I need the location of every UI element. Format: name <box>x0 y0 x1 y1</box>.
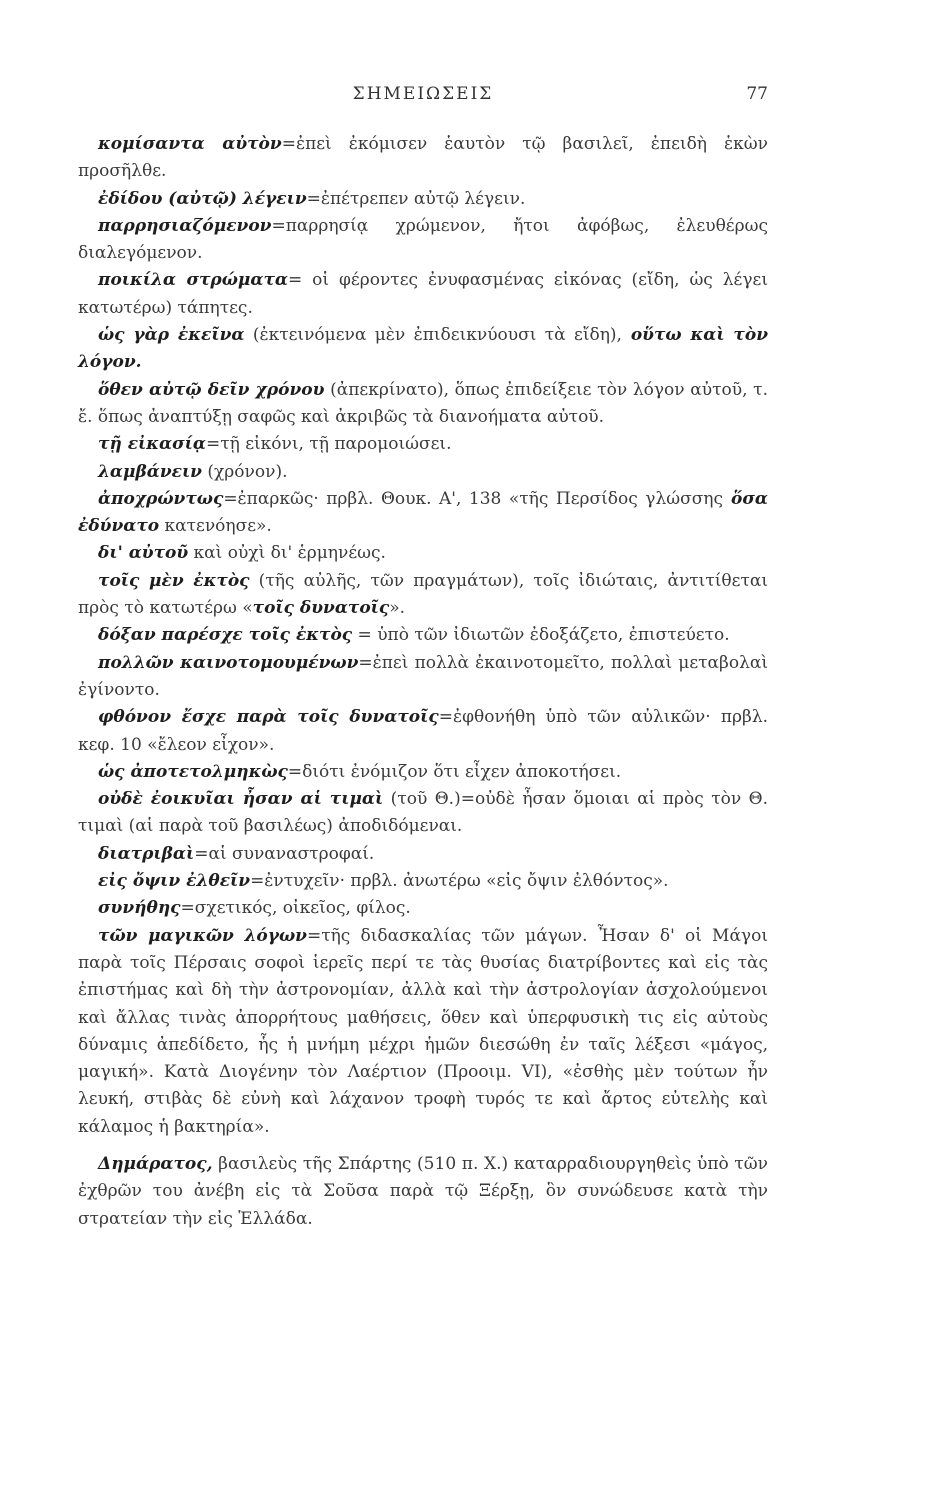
note-lemma: παρρησιαζόμενον <box>98 215 272 236</box>
note-lemma: δόξαν παρέσχε τοῖς ἐκτὸς <box>98 625 353 646</box>
note-gloss: =ἐπαρκῶς· πρβλ. Θουκ. Α', 138 «τῆς Περσίδος γλώσσης <box>223 488 724 509</box>
note-lemma: δι' αὐτοῦ <box>98 543 189 564</box>
note-gloss: (τῆς αὐλῆς, τῶν πραγμάτων), τοῖς ἰδιώταις, ἀντιτίθεται πρὸς τὸ κατωτέρω « <box>78 570 769 619</box>
note-gloss: =ἐπέτρεπεν αὐτῷ λέγειν. <box>306 188 526 209</box>
note-emphasis: τοῖς δυνατοῖς <box>252 598 390 619</box>
note-entry <box>78 540 768 567</box>
note-gloss: =ἐπεὶ πολλὰ ἐκαινοτομεῖτο, πολλαὶ μεταβολαὶ ἐγίνοντο. <box>78 652 768 700</box>
note-gloss: =ἐντυχεῖν· πρβλ. ἀνωτέρω «εἰς ὄψιν ἐλθόντος». <box>250 871 669 892</box>
note-entry <box>78 759 768 786</box>
note-gloss: = οἱ φέροντες ἐνυφασμένας εἰκόνας (εἴδη, ὡς λέγει κατωτέρω) τάπητες. <box>78 270 768 318</box>
note-lemma: Δημάρατος, <box>98 1153 213 1174</box>
note-entry <box>78 704 768 759</box>
note-entry <box>78 786 768 841</box>
note-lemma: διατριβαὶ <box>98 843 195 864</box>
note-entry <box>78 459 768 486</box>
note-entry <box>78 186 768 213</box>
page-number: 77 <box>746 84 768 104</box>
note-lemma: ἀποχρώντως <box>98 488 224 509</box>
note-gloss: (ἀπεκρίνατο), ὅπως ἐπιδείξειε τὸν λόγον αὐτοῦ, τ. ἔ. ὅπως ἀναπτύξῃ σαφῶς καὶ ἀκριβῶς τὰ διανοήματα αὐτοῦ. <box>78 379 768 427</box>
note-lemma: πολλῶν καινοτομουμένων <box>98 652 359 673</box>
note-entry <box>78 923 768 1141</box>
note-lemma: οὐδὲ ἐοικυῖαι ἦσαν αἱ τιμαὶ <box>98 789 384 810</box>
note-entry <box>78 650 768 705</box>
note-emphasis: οὕτω καὶ τὸν λόγον. <box>78 325 769 373</box>
note-gloss: =ἐπεὶ ἐκόμισεν ἑαυτὸν τῷ βασιλεῖ, ἐπειδὴ ἑκὼν προσῆλθε. <box>78 134 768 182</box>
note-gloss: =αἱ συναναστροφαί. <box>194 843 375 864</box>
note-entry <box>78 267 768 322</box>
note-lemma: φθόνον ἔσχε παρὰ τοῖς δυνατοῖς <box>98 707 439 728</box>
notes-body <box>78 131 768 1233</box>
note-lemma: ὡς γὰρ ἐκεῖνα <box>98 325 245 346</box>
note-entry <box>78 486 768 541</box>
note-gloss: (τοῦ Θ.)=οὐδὲ ἦσαν ὅμοιαι αἱ πρὸς τὸν Θ. τιμαὶ (αἱ παρὰ τοῦ βασιλέως) ἀποδιδόμεναι. <box>78 789 768 837</box>
note-lemma: λαμβάνειν <box>98 461 202 482</box>
note-gloss: = ὑπὸ τῶν ἰδιωτῶν ἐδοξάζετο, ἐπιστεύετο. <box>352 625 730 646</box>
note-gloss-continued: κατενόησε». <box>159 516 272 537</box>
note-gloss: (χρόνον). <box>201 461 288 482</box>
note-lemma: κομίσαντα αὐτὸν <box>98 134 282 154</box>
note-entry <box>78 131 768 186</box>
note-gloss: (ἐκτεινόμενα μὲν ἐπιδεικνύουσι τὰ εἴδη), <box>244 325 622 346</box>
note-gloss: =παρρησίᾳ χρώμενον, ἤτοι ἀφόβως, ἐλευθέρως διαλεγόμενον. <box>78 215 768 264</box>
note-lemma: τῇ εἰκασίᾳ <box>98 434 206 455</box>
note-lemma: ὡς ἀποτετολμηκὼς <box>98 761 288 782</box>
note-gloss: =ἐφθονήθη ὑπὸ τῶν αὐλικῶν· πρβλ. κεφ. 10 «ἔλεον εἶχον». <box>78 707 769 755</box>
note-lemma: εἰς ὄψιν ἐλθεῖν <box>98 871 251 892</box>
note-entry <box>78 868 768 895</box>
note-lemma: συνήθης <box>98 898 181 919</box>
note-entry <box>78 622 768 649</box>
running-title: ΣΗΜΕΙΩΣΕΙΣ <box>352 84 494 104</box>
running-head <box>78 84 768 112</box>
note-gloss: =σχετικός, οἰκεῖος, φίλος. <box>180 898 411 919</box>
note-lemma: ἐδίδου (αὐτῷ) λέγειν <box>98 188 307 209</box>
note-entry <box>78 895 768 922</box>
note-gloss-continued: ». <box>389 598 406 619</box>
note-entry <box>78 841 768 868</box>
note-entry <box>78 431 768 458</box>
note-entry <box>78 377 768 432</box>
note-lemma: τῶν μαγικῶν λόγων <box>98 925 307 946</box>
note-gloss: βασιλεὺς τῆς Σπάρτης (510 π. Χ.) καταρραδιουργηθεὶς ὑπὸ τῶν ἐχθρῶν του ἀνέβη εἰς τὰ Σοῦσα παρὰ τῷ Ξέρξῃ, ὃν συνώδευσε κατὰ τὴν στρατείαν τὴν εἰς Ἑλλάδα. <box>78 1153 768 1229</box>
note-gloss: =διότι ἐνόμιζον ὅτι εἶχεν ἀποκοτήσει. <box>287 761 622 782</box>
note-lemma: ὅθεν αὐτῷ δεῖν χρόνου <box>98 379 325 400</box>
note-gloss: καὶ οὐχὶ δι' ἑρμηνέως. <box>188 543 386 564</box>
note-entry <box>78 213 768 268</box>
note-emphasis: ὅσα ἐδύνατο <box>78 488 769 537</box>
note-entry <box>78 322 768 377</box>
note-entry <box>78 1151 768 1233</box>
note-lemma: ποικίλα στρώματα <box>98 270 288 291</box>
note-entry <box>78 568 768 623</box>
note-gloss: =τῇ εἰκόνι, τῇ παρομοιώσει. <box>205 434 452 455</box>
note-gloss: =τῆς διδασκαλίας τῶν μάγων. Ἦσαν δ' οἱ Μάγοι παρὰ τοῖς Πέρσαις σοφοὶ ἱερεῖς περί τε τὰς θυσίας διατρίβοντες καὶ εἰς τὰς ἐπιστήμας καὶ δὴ τὴν ἀστρονομίαν, ἀλλὰ καὶ τὴν ἀστρολογίαν ἀσχολούμενοι καὶ ἄλλας τινὰς ἀπορρήτους μαθήσεις, ὅθεν καὶ ὑπερφυσικὴ τις εἰς αὐτοὺς δύναμις ἀπεδίδετο, ἧς ἡ μνήμη μέχρι ἡμῶν διεσώθη ἐν ταῖς λέξεσι «μάγος, μαγική». Κατὰ Διογένην τὸν Λαέρτιον (Προοιμ. VI), «ἐσθὴς μὲν τούτων ἦν λευκή, στιβὰς δὲ εὐνὴ καὶ λάχανον τροφὴ τυρός τε καὶ ἄρτος εὐτελὴς καὶ κάλαμος ἡ βακτηρία». <box>78 925 768 1137</box>
note-lemma: τοῖς μὲν ἐκτὸς <box>98 570 250 591</box>
